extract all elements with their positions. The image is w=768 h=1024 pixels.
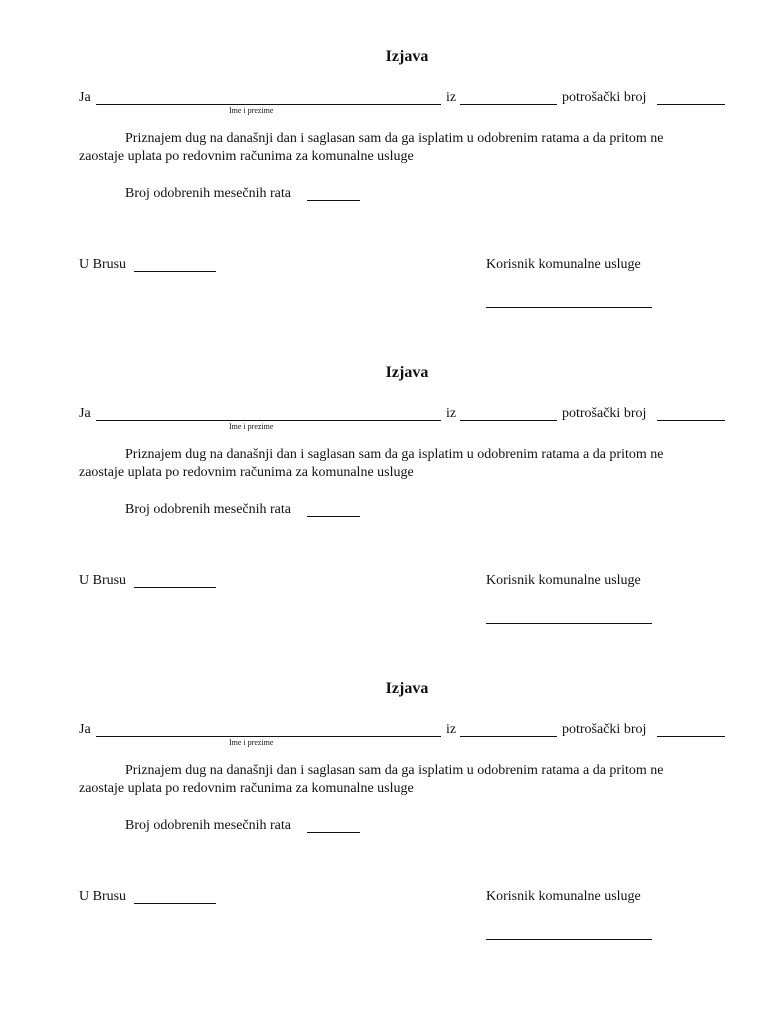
installments-row xyxy=(125,185,291,203)
place-date-row xyxy=(79,256,126,274)
acknowledgement-paragraph xyxy=(79,130,719,166)
acknowledgement-paragraph xyxy=(79,762,719,798)
installments-blank[interactable] xyxy=(307,817,360,833)
ja-label: Ja xyxy=(79,90,91,105)
form-title: Izjava xyxy=(385,680,429,697)
place-label: U Brusu xyxy=(79,573,127,588)
place-of-residence-blank[interactable] xyxy=(460,721,557,737)
name-row xyxy=(79,89,729,107)
date-blank[interactable] xyxy=(134,256,216,272)
installments-blank[interactable] xyxy=(307,185,360,201)
acknowledgement-paragraph xyxy=(79,446,719,482)
consumer-number-blank[interactable] xyxy=(657,721,725,737)
form-title: Izjava xyxy=(385,48,429,65)
place-of-residence-blank[interactable] xyxy=(460,405,557,421)
paragraph-line-2: zaostaje uplata po redovnim računima za komunalne usluge xyxy=(79,781,414,796)
installments-blank[interactable] xyxy=(307,501,360,517)
consumer-number-label: potrošački broj xyxy=(562,406,647,421)
name-blank[interactable] xyxy=(96,405,441,421)
consumer-number-blank[interactable] xyxy=(657,89,725,105)
installments-label: Broj odobrenih mesečnih rata xyxy=(125,502,292,517)
name-caption: Ime i prezime xyxy=(229,106,274,115)
place-date-row xyxy=(79,888,126,906)
installments-row xyxy=(125,501,291,519)
installments-row xyxy=(125,817,291,835)
ja-label: Ja xyxy=(79,722,91,737)
signature-line[interactable] xyxy=(486,922,652,940)
name-caption: Ime i prezime xyxy=(229,738,274,747)
date-blank[interactable] xyxy=(134,888,216,904)
form-title: Izjava xyxy=(385,364,429,381)
signature-line[interactable] xyxy=(486,290,652,308)
place-label: U Brusu xyxy=(79,889,127,904)
name-caption: Ime i prezime xyxy=(229,422,274,431)
place-label: U Brusu xyxy=(79,257,127,272)
iz-label: iz xyxy=(446,722,457,737)
paragraph-line-2: zaostaje uplata po redovnim računima za komunalne usluge xyxy=(79,149,414,164)
consumer-number-label: potrošački broj xyxy=(562,722,647,737)
declaration-form-1 xyxy=(0,0,768,316)
signature-label: Korisnik komunalne usluge xyxy=(486,889,641,904)
declaration-form-3 xyxy=(0,632,768,948)
ja-label: Ja xyxy=(79,406,91,421)
name-blank[interactable] xyxy=(96,89,441,105)
signature-label: Korisnik komunalne usluge xyxy=(486,573,641,588)
consumer-number-blank[interactable] xyxy=(657,405,725,421)
iz-label: iz xyxy=(446,406,457,421)
place-of-residence-blank[interactable] xyxy=(460,89,557,105)
signature-label: Korisnik komunalne usluge xyxy=(486,257,641,272)
paragraph-line-1: Priznajem dug na današnji dan i saglasan sam da ga isplatim u odobrenim ratama a da pritom ne xyxy=(125,447,664,462)
consumer-number-label: potrošački broj xyxy=(562,90,647,105)
paragraph-line-2: zaostaje uplata po redovnim računima za komunalne usluge xyxy=(79,465,414,480)
place-date-row xyxy=(79,572,126,590)
date-blank[interactable] xyxy=(134,572,216,588)
installments-label: Broj odobrenih mesečnih rata xyxy=(125,818,292,833)
declaration-form-2 xyxy=(0,316,768,632)
name-row xyxy=(79,721,729,739)
name-row xyxy=(79,405,729,423)
signature-line[interactable] xyxy=(486,606,652,624)
paragraph-line-1: Priznajem dug na današnji dan i saglasan sam da ga isplatim u odobrenim ratama a da pritom ne xyxy=(125,763,664,778)
installments-label: Broj odobrenih mesečnih rata xyxy=(125,186,292,201)
name-blank[interactable] xyxy=(96,721,441,737)
paragraph-line-1: Priznajem dug na današnji dan i saglasan sam da ga isplatim u odobrenim ratama a da pritom ne xyxy=(125,131,664,146)
iz-label: iz xyxy=(446,90,457,105)
